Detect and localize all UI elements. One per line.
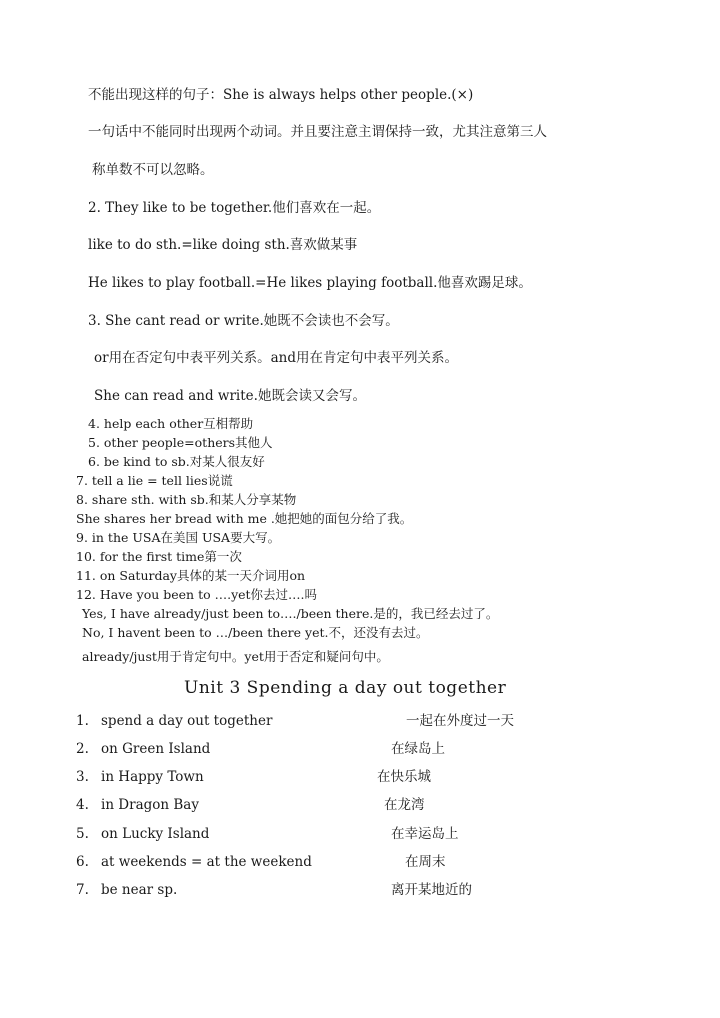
vocab-number: 6. [76,854,89,870]
vocab-number: 4. [76,797,89,813]
vocab-chinese: 在周末 [405,854,446,870]
vocab-chinese: 在快乐城 [377,769,431,785]
list-item: 5. other people=others其他人 [88,435,273,450]
list-item: 12. Have you been to ….yet你去过….吗 [76,587,318,602]
vocab-english: on Lucky Island [101,826,210,842]
vocab-chinese: 在幸运岛上 [391,826,459,842]
text-line: 称单数不可以忽略。 [92,162,214,178]
list-item: She shares her bread with me .她把她的面包分给了我。 [76,511,413,526]
text-line: 不能出现这样的句子：She is always helps other people.(×) [88,87,474,103]
vocab-chinese: 在龙湾 [384,797,425,813]
vocab-english: at weekends = at the weekend [101,854,312,870]
vocab-english: in Dragon Bay [101,797,199,813]
list-item: already/just用于肯定句中。yet用于否定和疑问句中。 [82,649,389,664]
list-item: 4. help each other互相帮助 [88,416,254,431]
vocab-english: spend a day out together [101,713,273,729]
list-item: 7. tell a lie = tell lies说谎 [76,473,233,488]
list-item: No, I havent been to …/been there yet.不，还没有去过。 [82,625,429,640]
vocab-number: 7. [76,882,89,898]
text-line: or用在否定句中表平列关系。and用在肯定句中表平列关系。 [94,350,458,366]
text-line: He likes to play football.=He likes playing football.他喜欢踢足球。 [88,275,532,291]
vocab-english: be near sp. [101,882,178,898]
list-item: 10. for the first time第一次 [76,549,242,564]
vocab-chinese: 在绿岛上 [391,741,445,757]
vocab-chinese: 离开某地近的 [391,882,472,898]
vocab-english: in Happy Town [101,769,204,785]
vocab-english: on Green Island [101,741,211,757]
text-line: 3. She cant read or write.她既不会读也不会写。 [88,313,399,329]
list-item: 8. share sth. with sb.和某人分享某物 [76,492,297,507]
list-item: 9. in the USA在美国 USA要大写。 [76,530,281,545]
text-line: She can read and write.她既会读又会写。 [94,388,366,404]
list-item: 6. be kind to sb.对某人很友好 [88,454,265,469]
text-line: 2. They like to be together.他们喜欢在一起。 [88,200,381,216]
list-item: Yes, I have already/just been to…./been there.是的，我已经去过了。 [82,606,499,621]
vocab-number: 3. [76,769,89,785]
vocab-number: 5. [76,826,89,842]
text-line: like to do sth.=like doing sth.喜欢做某事 [88,237,358,253]
list-item: 11. on Saturday具体的某一天介词用on [76,568,306,583]
vocab-chinese: 一起在外度过一天 [406,713,514,729]
vocab-number: 2. [76,741,89,757]
unit-title: Unit 3 Spending a day out together [184,678,507,698]
text-line: 一句话中不能同时出现两个动词。并且要注意主谓保持一致，尤其注意第三人 [88,124,547,140]
vocab-number: 1. [76,713,89,729]
